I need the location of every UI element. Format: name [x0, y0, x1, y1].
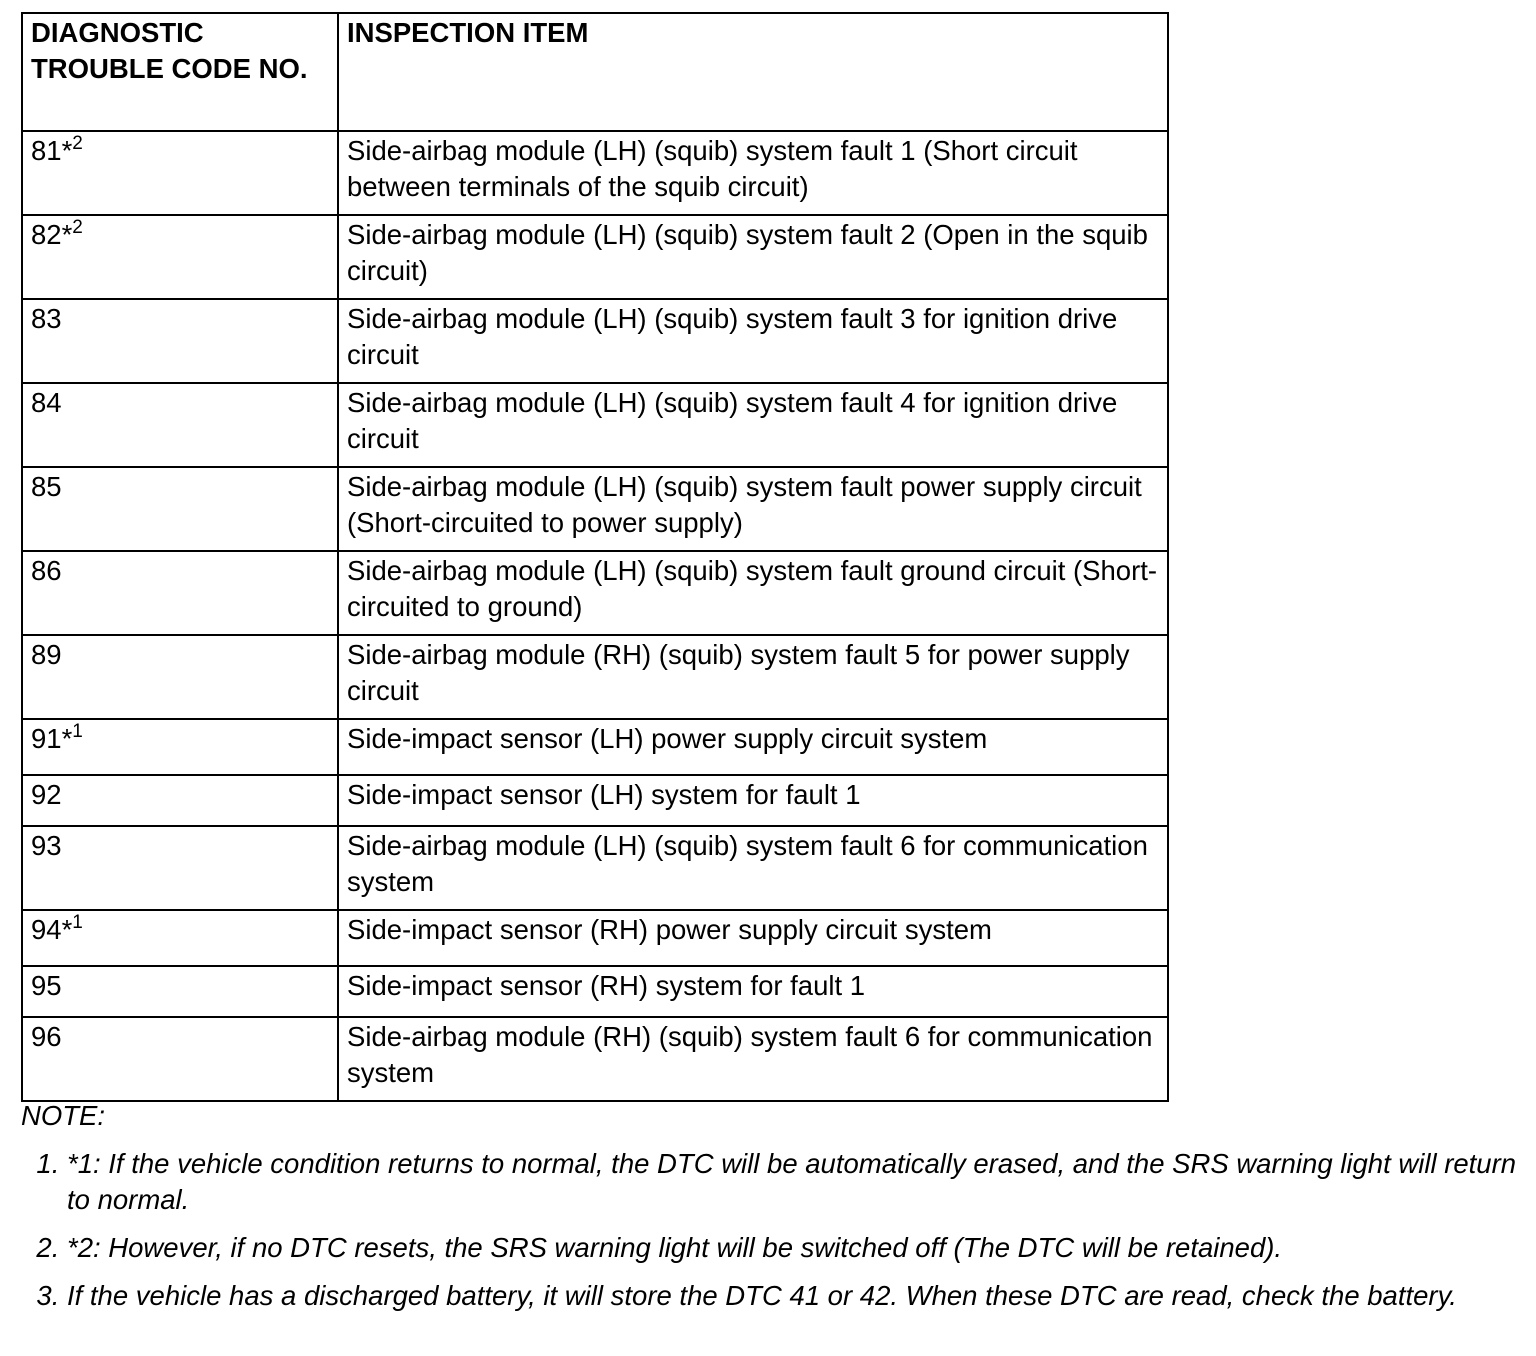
dtc-code: 91: [31, 723, 62, 754]
dtc-code: 89: [31, 639, 62, 670]
dtc-code: 96: [31, 1021, 62, 1052]
table-row: [22, 719, 1168, 775]
note-item: 1. *1: If the vehicle condition returns to normal, the DTC will be automatically erased, and the SRS warning light will return to normal.: [67, 1146, 1521, 1218]
notes-list: [21, 1146, 1521, 1314]
table-header-row: [22, 13, 1168, 131]
inspection-item-cell: Side-airbag module (LH) (squib) system fault 2 (Open in the squib circuit): [338, 215, 1168, 299]
note-item: 2. *2: However, if no DTC resets, the SRS warning light will be switched off (The DTC will be retained).: [67, 1230, 1521, 1266]
notes-section: [21, 1098, 1521, 1326]
note-heading: NOTE:: [21, 1100, 106, 1131]
table-row: [22, 910, 1168, 966]
dtc-code: 82: [31, 219, 62, 250]
inspection-item-cell: Side-airbag module (LH) (squib) system fault 3 for ignition drive circuit: [338, 299, 1168, 383]
dtc-code-cell: [22, 383, 338, 467]
inspection-item-cell: Side-airbag module (LH) (squib) system fault 1 (Short circuit between terminals of the squib circuit): [338, 131, 1168, 215]
table-row: [22, 299, 1168, 383]
dtc-table: [21, 12, 1169, 1102]
dtc-code: 83: [31, 303, 62, 334]
table-row: [22, 966, 1168, 1017]
dtc-code: 93: [31, 830, 62, 861]
inspection-item-cell: Side-impact sensor (LH) system for fault 1: [338, 775, 1168, 826]
dtc-code-cell: [22, 299, 338, 383]
dtc-code: 92: [31, 779, 62, 810]
dtc-code-cell: [22, 1017, 338, 1101]
dtc-code: 94: [31, 914, 62, 945]
dtc-code-cell: 81*$^2$: [22, 131, 338, 215]
dtc-code: 85: [31, 471, 62, 502]
footnote-marker: 2: [72, 133, 83, 154]
dtc-code: 84: [31, 387, 62, 418]
dtc-code-cell: [22, 826, 338, 910]
inspection-item-cell: Side-airbag module (LH) (squib) system fault 4 for ignition drive circuit: [338, 383, 1168, 467]
dtc-code-cell: [22, 467, 338, 551]
inspection-item-cell: Side-airbag module (LH) (squib) system fault power supply circuit (Short-circuited to power supply): [338, 467, 1168, 551]
header-inspection-item: INSPECTION ITEM: [338, 13, 1168, 131]
table-row: [22, 215, 1168, 299]
inspection-item-cell: Side-impact sensor (RH) system for fault 1: [338, 966, 1168, 1017]
inspection-item-cell: Side-airbag module (RH) (squib) system fault 6 for communication system: [338, 1017, 1168, 1101]
inspection-item-cell: Side-airbag module (LH) (squib) system fault ground circuit (Short-circuited to ground): [338, 551, 1168, 635]
dtc-table-body: [22, 131, 1168, 1101]
header-dtc-code: DIAGNOSTIC TROUBLE CODE NO.: [22, 13, 338, 131]
table-row: [22, 635, 1168, 719]
dtc-code-cell: [22, 966, 338, 1017]
dtc-code-cell: [22, 775, 338, 826]
dtc-code-cell: [22, 635, 338, 719]
inspection-item-cell: Side-airbag module (LH) (squib) system fault 6 for communication system: [338, 826, 1168, 910]
footnote-marker: 1: [72, 912, 83, 933]
table-row: [22, 551, 1168, 635]
table-row: [22, 131, 1168, 215]
inspection-item-cell: Side-impact sensor (LH) power supply circuit system: [338, 719, 1168, 775]
table-row: [22, 775, 1168, 826]
dtc-code-cell: 82*$^2$: [22, 215, 338, 299]
note-item: 3. If the vehicle has a discharged battery, it will store the DTC 41 or 42. When these DTC are read, check the battery.: [67, 1278, 1521, 1314]
dtc-code-cell: [22, 551, 338, 635]
table-row: [22, 1017, 1168, 1101]
dtc-code: 95: [31, 970, 62, 1001]
footnote-marker: 2: [72, 217, 83, 238]
dtc-code: 81: [31, 135, 62, 166]
inspection-item-cell: Side-airbag module (RH) (squib) system fault 5 for power supply circuit: [338, 635, 1168, 719]
dtc-code: 86: [31, 555, 62, 586]
footnote-marker: 1: [72, 721, 83, 742]
dtc-code-cell: 91*$^1$: [22, 719, 338, 775]
table-row: [22, 467, 1168, 551]
inspection-item-cell: Side-impact sensor (RH) power supply circuit system: [338, 910, 1168, 966]
table-row: [22, 383, 1168, 467]
dtc-code-cell: 94*$^1$: [22, 910, 338, 966]
table-row: [22, 826, 1168, 910]
